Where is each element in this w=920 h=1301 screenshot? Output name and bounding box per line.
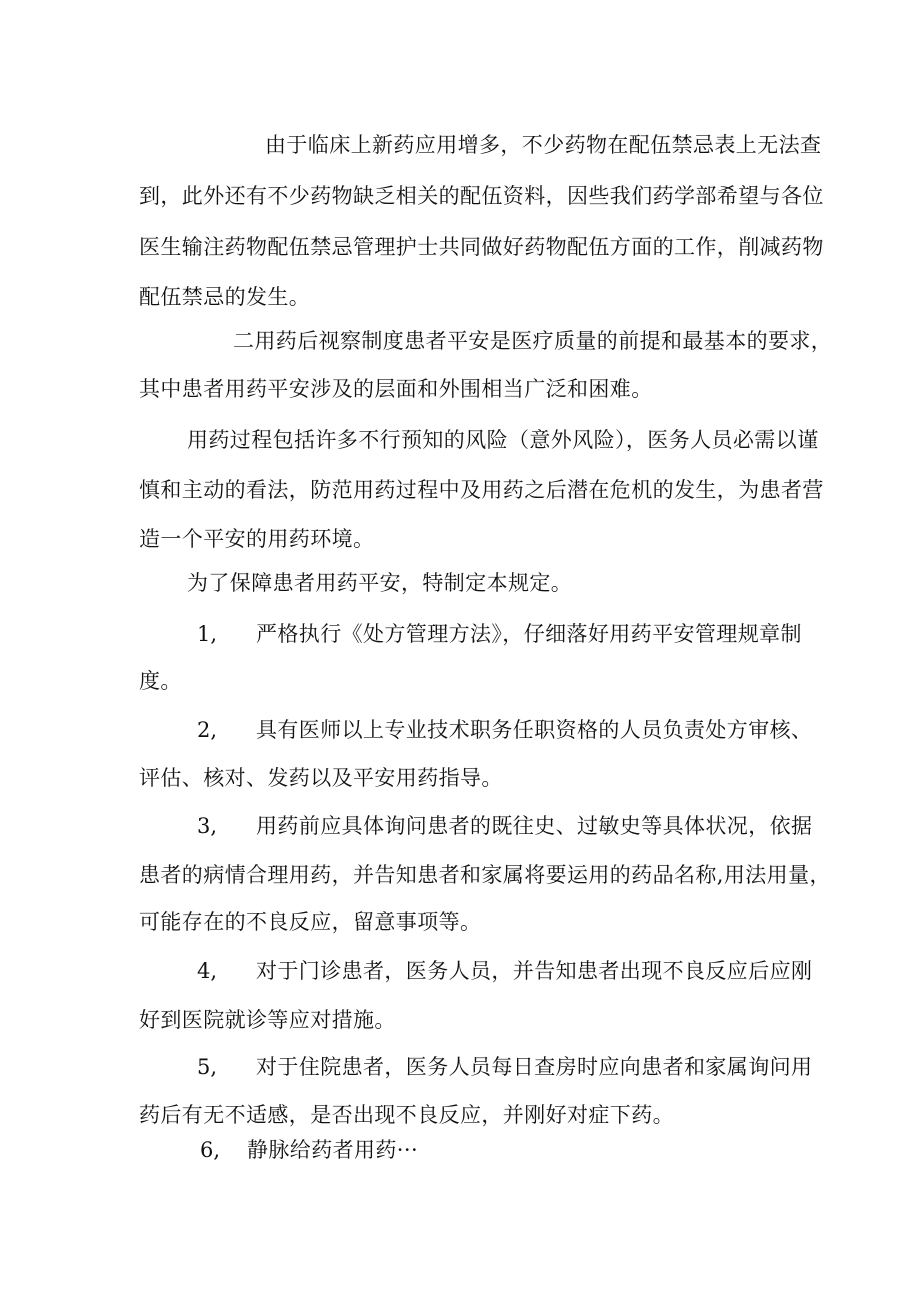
para3-line1: 用药过程包括许多不行预知的风险（意外风险），医务人员必需以谨 <box>187 428 819 452</box>
item2-line1: 具有医师以上专业技术职务任职资格的人员负责处方审核、 <box>256 718 813 742</box>
item5-number: 5, <box>197 1055 218 1079</box>
item4-line1: 对于门诊患者，医务人员，并告知患者出现不良反应后应刚 <box>256 959 813 983</box>
item2-number: 2, <box>197 718 218 742</box>
para3-line3: 造一个平安的用药环境。 <box>139 527 375 551</box>
item4-line2: 好到医院就诊等应对措施。 <box>139 1008 396 1032</box>
para2-line2: 其中患者用药平安涉及的层面和外围相当广泛和困难。 <box>139 377 653 401</box>
para1-line4: 配伍禁忌的发生。 <box>139 285 311 309</box>
item5-line2: 药后有无不适感，是否出现不良反应，并刚好对症下药。 <box>139 1103 674 1127</box>
item3-line3: 可能存在的不良反应，留意事项等。 <box>139 910 482 934</box>
item1-number: 1, <box>197 622 218 646</box>
item3-line2: 患者的病情合理用药，并告知患者和家属将要运用的药品名称,用法用量， <box>139 863 831 887</box>
item1-line2: 度。 <box>139 669 182 693</box>
item4-number: 4, <box>197 959 218 983</box>
para2-line1: 二用药后视察制度患者平安是医疗质量的前提和最基本的要求， <box>233 329 833 353</box>
item2-line2: 评估、核对、发药以及平安用药指导。 <box>139 766 503 790</box>
item3-number: 3, <box>197 814 218 838</box>
para1-line2: 到，此外还有不少药物缺乏相关的配伍资料，因些我们药学部希望与各位 <box>139 184 824 208</box>
item6-number: 6, <box>200 1138 221 1162</box>
item5-line1: 对于住院患者，医务人员每日查房时应向患者和家属询问用 <box>256 1055 813 1079</box>
item1-line1: 严格执行《处方管理方法》，仔细落好用药平安管理规章制 <box>256 622 802 646</box>
para1-line3: 医生输注药物配伍禁忌管理护士共同做好药物配伍方面的工作，削减药物 <box>139 235 824 259</box>
para3-line2: 慎和主动的看法，防范用药过程中及用药之后潜在危机的发生，为患者营 <box>139 478 824 502</box>
para4-line1: 为了保障患者用药平安，特制定本规定。 <box>187 571 573 595</box>
item3-line1: 用药前应具体询问患者的既往史、过敏史等具体状况，依据 <box>256 814 813 838</box>
para1-line1: 由于临床上新药应用增多，不少药物在配伍禁忌表上无法查 <box>265 133 822 157</box>
item6-line1: 静脉给药者用药··· <box>247 1138 419 1162</box>
